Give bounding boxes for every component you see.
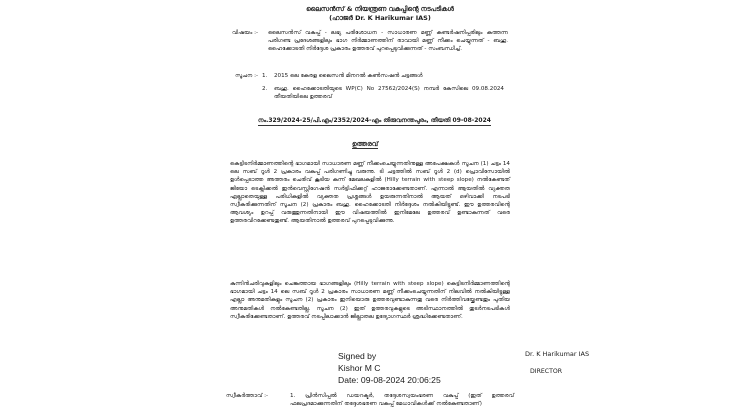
signer-name: Kishor M C [338, 363, 381, 373]
digital-signature [338, 350, 441, 386]
reference-number: 1. [262, 73, 268, 79]
copy-to-label: സ്വീകർത്താവ് :- [226, 393, 269, 399]
reference-item: ബഹു. ഹൈക്കോടതിയുടെ WP(C) No 27562/2024(S) നമ്പർ കേസിലെ 09.08.2024 തീയതിയിലെ ഉത്തരവ് [274, 86, 504, 100]
officer-name: Dr. K Harikumar IAS [525, 350, 590, 358]
document-header [280, 5, 480, 23]
reference-number: 2. [262, 86, 268, 92]
subject-text: ലൈസൻസ് വകുപ്പ് - ലഭ്യ പരിശോധന - സാധാരണ മണ്ണ് കണ്ടർഷനിപ്പരിലും കത്തന്ന പരിഗണ്ട പ്രദേശങ്ങളിലും ഭാഗ നിർമ്മാണത്തിന് രാവായി മണ്ണ് നീക്കം ചെയ്യുന്നത് - ബഹു. ഹൈക്കോടതി നിർദ്ദേശ പ്രകാരം ഉത്തരവ് പുറപ്പെടുവിക്കുന്നത് - സംബന്ധിച്ച്. [268, 30, 508, 52]
order-reference-line: നം.329/2024-25/പി.എം/2352/2024-എം തിരുവനന്തപുരം, തീയതി 09-08-2024 [258, 117, 491, 124]
signed-by-label: Signed by [338, 351, 377, 361]
subject-label: വിഷയം :- [231, 30, 258, 36]
header-subtitle: (ഹാജർ Dr. K Harikumar IAS) [329, 14, 431, 22]
copy-to-item: 1. പ്രിൻസിപ്പൽ ഡയറക്ടർ, തദ്ദേശസ്വയംഭരണ വകുപ്പ് (ഇത് ഉത്തരവ് ഫലപ്രദമാക്കുന്നതിന് തദ്ദേശഭരണ വകുപ്പ് മേധാവികൾക്ക് നൽകേണ്ടതാണ്) [290, 393, 514, 407]
reference-item: 2015 ലെ കേരള ലൈസൻ മിനറൽ കൺസഷൻ ചട്ടങ്ങൾ [274, 73, 423, 79]
order-paragraph-1: കെട്ടിടനിർമ്മാണത്തിന്റെ ഭാഗമായി സാധാരണ മണ്ണ് നീക്കംചെയ്യുന്നതിനുള്ള അപേക്ഷകൾ സൂചന (1) ചട്ടം 14 ലെ സബ് റൂൾ 2 പ്രകാരം വകുപ്പ് പരിഗണിച്ചു വരുന്നു. ടി ചട്ടത്തിൽ സബ് റൂൾ 2 (d) പ്രൊവിസോയിൽ ഉൾപ്പെടാത്ത അത്തരം ചെരിവ് കൂടിയ കുന്ന് മേഖലകളിൽ (Hilly terrain with steep slope) നൽകേണ്ടത് ജിയോ ടെക്നിക്കൽ ഇൻവെസ്റ്റിഗേഷൻ സർട്ടിഫിക്കറ്റ് ഹാജരാക്കേണ്ടതാണ്. എന്നാൽ ആയതിൽ വ്യക്തത ഏല്ലാതെയുള്ള പരിധികളിൽ വ്യക്തത പ്രശ്നങ്ങൾ ഉയരുന്നതിനാൽ ആയത് ഒഴിവാക്കി നടപടി സ്വീകരിക്കുന്നതിന് സൂചന (2) പ്രകാരം ബഹു. ഹൈക്കോടതി നിർദ്ദേശം നൽകിയിട്ടുണ്ട്. ഈ ഉത്തരവിന്റെ ആവശ്യം ഉറപ്പ് വരുത്തുന്നതിനായി ഈ വിഷയത്തിൽ ഇനിമേലേ ഉത്തരവ് ഉണ്ടാകുന്നത് വരെ ഉത്തരവിറക്കേണ്ടതുണ്ട്. ആയതിനാൽ ഉത്തരവ് പുറപ്പെടുവിക്കുന്നു. [230, 161, 510, 225]
signature-date: Date: 09-08-2024 20:06:25 [338, 375, 441, 385]
references-label: സൂചന :- [235, 73, 258, 79]
order-paragraph-2: കുന്നിൻചരിവുകളിലും ചെങ്കുത്തായ ഭാഗങ്ങളിലും (Hilly terrain with steep slope) കെട്ടിടനിർമ്മാണത്തിന്റെ ഭാഗമായി ചട്ടം 14 ലെ സബ് റൂൾ 2 പ്രകാരം സാധാരണ മണ്ണ് നീക്കംചെയ്യുന്നതിന് നിലവിൽ നൽകിയിട്ടുള്ള എല്ലാ അനുമതികളും സൂചന (2) പ്രകാരം ഇനിയൊരു ഉത്തരവുണ്ടാകുന്നതു വരെ നിർത്തിവയ്ക്കേണ്ടതും പുതിയ അനുമതികൾ നൽകേണ്ടതില്ല. സൂചന (2) ഇത് ഉത്തരവുകളുടെ അടിസ്ഥാനത്തിൽ തുടർനടപടികൾ സ്വീകരിക്കേണ്ടതാണ്. ഉത്തരവ് നടപ്പിലാക്കാൻ ജില്ലാതല ഉദ്യോഗസ്ഥർ ശ്രദ്ധിക്കേണ്ടതാണ്. [230, 281, 510, 320]
order-title: ഉത്തരവ് [352, 140, 379, 148]
header-title: ലൈസൻസ് & നിയന്ത്രണ വകുപ്പിന്റെ നടപടികൾ [306, 5, 454, 13]
officer-designation: DIRECTOR [530, 368, 563, 375]
